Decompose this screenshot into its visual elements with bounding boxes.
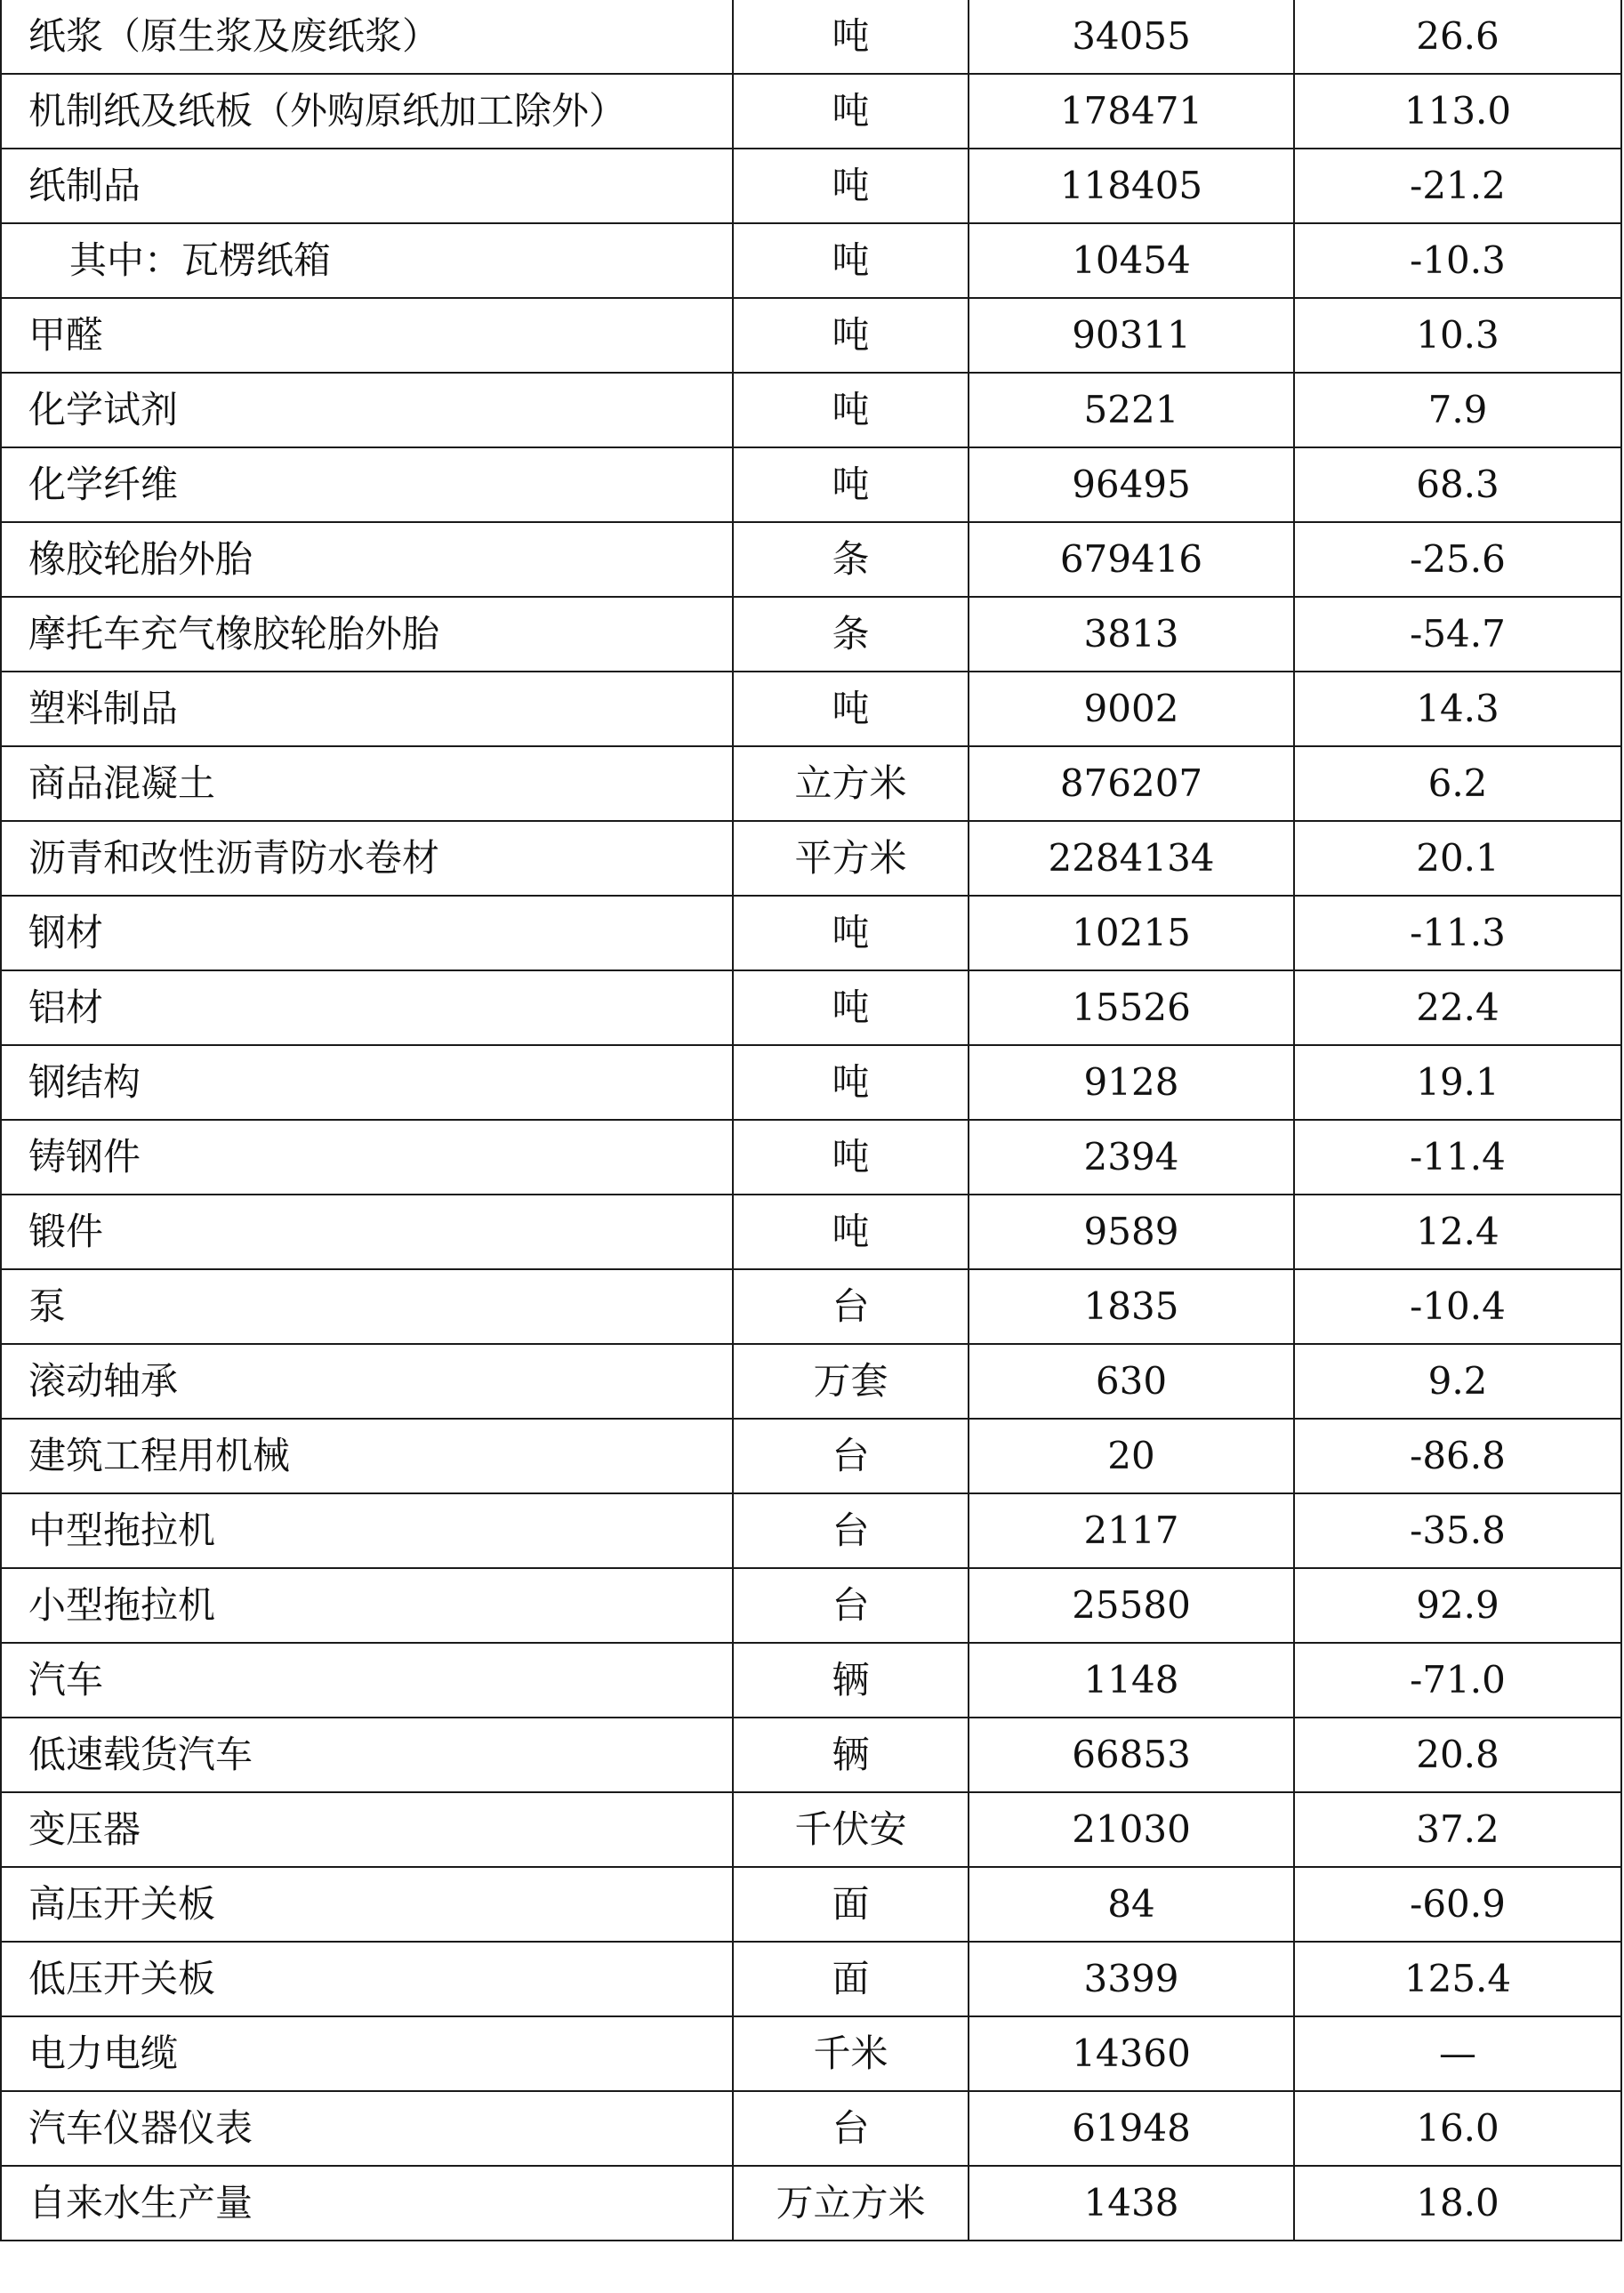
unit: 条 [733, 597, 969, 672]
growth-rate: 113.0 [1294, 74, 1621, 149]
unit: 吨 [733, 896, 969, 970]
output-value: 90311 [969, 298, 1294, 373]
growth-rate: 12.4 [1294, 1195, 1621, 1269]
output-value: 21030 [969, 1792, 1294, 1867]
output-value: 1438 [969, 2166, 1294, 2241]
output-value: 9002 [969, 672, 1294, 746]
product-name: 自来水生产量 [1, 2166, 733, 2241]
output-value: 630 [969, 1344, 1294, 1419]
growth-rate: -11.4 [1294, 1120, 1621, 1195]
table-row [1, 1643, 1621, 1718]
product-name: 塑料制品 [1, 672, 733, 746]
growth-rate: 14.3 [1294, 672, 1621, 746]
growth-rate: -54.7 [1294, 597, 1621, 672]
growth-rate: 22.4 [1294, 970, 1621, 1045]
unit: 吨 [733, 1045, 969, 1120]
product-name: 橡胶轮胎外胎 [1, 522, 733, 597]
table-row [1, 447, 1621, 522]
table-row [1, 522, 1621, 597]
growth-rate: 18.0 [1294, 2166, 1621, 2241]
growth-rate: 19.1 [1294, 1045, 1621, 1120]
output-value: 15526 [969, 970, 1294, 1045]
unit: 千米 [733, 2016, 969, 2091]
growth-rate: -35.8 [1294, 1493, 1621, 1568]
product-name: 摩托车充气橡胶轮胎外胎 [1, 597, 733, 672]
table-row [1, 298, 1621, 373]
product-name: 商品混凝土 [1, 746, 733, 821]
output-value: 34055 [969, 0, 1294, 74]
unit: 吨 [733, 373, 969, 447]
table-row [1, 149, 1621, 223]
unit: 平方米 [733, 821, 969, 896]
growth-rate: -71.0 [1294, 1643, 1621, 1718]
unit: 面 [733, 1942, 969, 2016]
product-name: 汽车 [1, 1643, 733, 1718]
output-value: 679416 [969, 522, 1294, 597]
product-name: 铸钢件 [1, 1120, 733, 1195]
product-name: 钢结构 [1, 1045, 733, 1120]
table-row [1, 1568, 1621, 1643]
growth-rate: 16.0 [1294, 2091, 1621, 2166]
output-value: 2117 [969, 1493, 1294, 1568]
table-row [1, 2091, 1621, 2166]
growth-rate: 20.8 [1294, 1718, 1621, 1792]
output-value: 5221 [969, 373, 1294, 447]
output-value: 9589 [969, 1195, 1294, 1269]
product-name: 化学试剂 [1, 373, 733, 447]
table-row [1, 821, 1621, 896]
unit: 条 [733, 522, 969, 597]
growth-rate: 20.1 [1294, 821, 1621, 896]
unit: 吨 [733, 447, 969, 522]
product-name: 锻件 [1, 1195, 733, 1269]
output-value: 2394 [969, 1120, 1294, 1195]
growth-rate: 125.4 [1294, 1942, 1621, 2016]
growth-rate: 9.2 [1294, 1344, 1621, 1419]
unit: 吨 [733, 298, 969, 373]
product-name: 泵 [1, 1269, 733, 1344]
table-row [1, 1120, 1621, 1195]
unit: 辆 [733, 1718, 969, 1792]
unit: 吨 [733, 74, 969, 149]
table-row [1, 1493, 1621, 1568]
growth-rate: -60.9 [1294, 1867, 1621, 1942]
table-row [1, 74, 1621, 149]
table-row [1, 1792, 1621, 1867]
growth-rate: 68.3 [1294, 447, 1621, 522]
growth-rate: 10.3 [1294, 298, 1621, 373]
product-name: 滚动轴承 [1, 1344, 733, 1419]
output-value: 25580 [969, 1568, 1294, 1643]
product-name: 钢材 [1, 896, 733, 970]
product-name: 化学纤维 [1, 447, 733, 522]
product-name: 纸浆（原生浆及废纸浆） [1, 0, 733, 74]
output-value: 118405 [969, 149, 1294, 223]
product-name: 小型拖拉机 [1, 1568, 733, 1643]
table-row [1, 896, 1621, 970]
unit: 万立方米 [733, 2166, 969, 2241]
growth-rate: -86.8 [1294, 1419, 1621, 1493]
unit: 吨 [733, 1120, 969, 1195]
unit: 立方米 [733, 746, 969, 821]
product-name: 其中：瓦楞纸箱 [1, 223, 733, 298]
unit: 万套 [733, 1344, 969, 1419]
unit: 台 [733, 1568, 969, 1643]
output-value: 1148 [969, 1643, 1294, 1718]
unit: 台 [733, 1493, 969, 1568]
output-value: 61948 [969, 2091, 1294, 2166]
product-name: 低压开关板 [1, 1942, 733, 2016]
product-name: 建筑工程用机械 [1, 1419, 733, 1493]
table-row [1, 597, 1621, 672]
growth-rate: -21.2 [1294, 149, 1621, 223]
product-name: 沥青和改性沥青防水卷材 [1, 821, 733, 896]
growth-rate: -25.6 [1294, 522, 1621, 597]
table-row [1, 1269, 1621, 1344]
product-name: 机制纸及纸板（外购原纸加工除外） [1, 74, 733, 149]
growth-rate: — [1294, 2016, 1621, 2091]
output-value: 84 [969, 1867, 1294, 1942]
product-name: 低速载货汽车 [1, 1718, 733, 1792]
unit: 台 [733, 1419, 969, 1493]
product-name: 甲醛 [1, 298, 733, 373]
growth-rate: 37.2 [1294, 1792, 1621, 1867]
table-row [1, 223, 1621, 298]
unit: 吨 [733, 0, 969, 74]
table-row [1, 2016, 1621, 2091]
product-name: 电力电缆 [1, 2016, 733, 2091]
growth-rate: 26.6 [1294, 0, 1621, 74]
table-row [1, 746, 1621, 821]
product-name: 纸制品 [1, 149, 733, 223]
growth-rate: 6.2 [1294, 746, 1621, 821]
product-name: 铝材 [1, 970, 733, 1045]
unit: 台 [733, 2091, 969, 2166]
output-value: 1835 [969, 1269, 1294, 1344]
growth-rate: -10.3 [1294, 223, 1621, 298]
unit: 辆 [733, 1643, 969, 1718]
output-value: 14360 [969, 2016, 1294, 2091]
output-value: 20 [969, 1419, 1294, 1493]
table-row [1, 373, 1621, 447]
unit: 吨 [733, 149, 969, 223]
unit: 吨 [733, 223, 969, 298]
output-value: 10215 [969, 896, 1294, 970]
output-value: 2284134 [969, 821, 1294, 896]
unit: 台 [733, 1269, 969, 1344]
table-row [1, 1195, 1621, 1269]
unit: 面 [733, 1867, 969, 1942]
table-row [1, 1045, 1621, 1120]
product-name: 汽车仪器仪表 [1, 2091, 733, 2166]
unit: 吨 [733, 970, 969, 1045]
table-row [1, 1344, 1621, 1419]
table-row [1, 1942, 1621, 2016]
output-value: 66853 [969, 1718, 1294, 1792]
table-row [1, 672, 1621, 746]
output-value: 3813 [969, 597, 1294, 672]
table-row [1, 1419, 1621, 1493]
table-row [1, 1718, 1621, 1792]
unit: 吨 [733, 672, 969, 746]
table-row [1, 970, 1621, 1045]
unit: 千伏安 [733, 1792, 969, 1867]
output-value: 876207 [969, 746, 1294, 821]
growth-rate: 7.9 [1294, 373, 1621, 447]
product-name: 高压开关板 [1, 1867, 733, 1942]
growth-rate: 92.9 [1294, 1568, 1621, 1643]
output-value: 3399 [969, 1942, 1294, 2016]
table-row [1, 1867, 1621, 1942]
growth-rate: -10.4 [1294, 1269, 1621, 1344]
growth-rate: -11.3 [1294, 896, 1621, 970]
output-value: 10454 [969, 223, 1294, 298]
output-value: 178471 [969, 74, 1294, 149]
product-name: 变压器 [1, 1792, 733, 1867]
product-name: 中型拖拉机 [1, 1493, 733, 1568]
output-value: 9128 [969, 1045, 1294, 1120]
table-row [1, 2166, 1621, 2241]
unit: 吨 [733, 1195, 969, 1269]
table-row [1, 0, 1621, 74]
output-value: 96495 [969, 447, 1294, 522]
